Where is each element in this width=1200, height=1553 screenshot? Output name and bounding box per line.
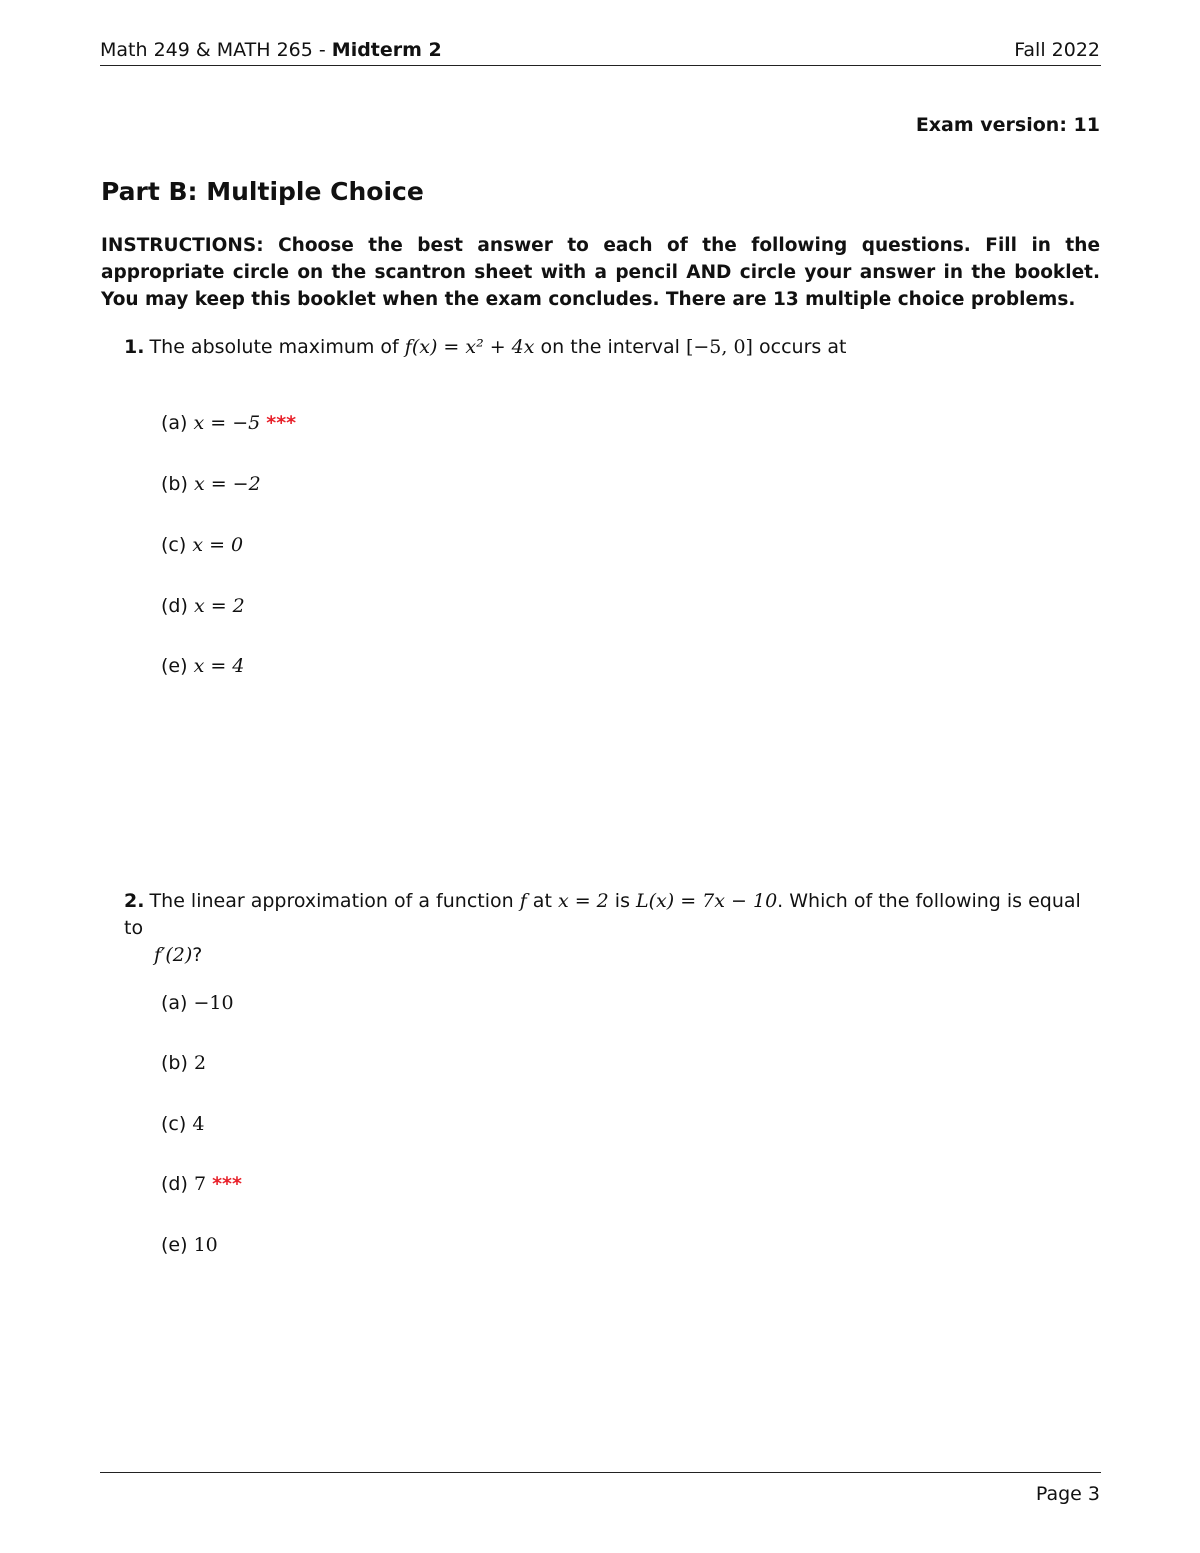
option-label: (e) [161, 655, 188, 677]
exam-version-value: 11 [1073, 114, 1100, 136]
option-label: (c) [161, 1113, 187, 1135]
option-value: 2 [193, 1052, 207, 1074]
option-label: (c) [161, 534, 187, 556]
math-expression: L(x) = 7x − 10 [636, 890, 778, 912]
math-expression: [−5, 0] [685, 336, 753, 358]
option-label: (e) [161, 1234, 188, 1256]
option-value: −10 [193, 992, 234, 1014]
option-value: x = −2 [193, 473, 261, 495]
option-q2-c[interactable] [161, 1113, 204, 1135]
question-number: 2. [124, 890, 145, 912]
math-expression: f′(2) [154, 944, 193, 966]
exam-name: Midterm 2 [331, 39, 442, 61]
option-q1-d[interactable] [161, 595, 245, 617]
option-q2-b[interactable] [161, 1052, 206, 1074]
option-q1-b[interactable] [161, 473, 261, 495]
option-q2-e[interactable] [161, 1234, 218, 1256]
option-q2-a[interactable] [161, 992, 234, 1014]
option-label: (d) [161, 595, 188, 617]
option-q1-a[interactable] [161, 412, 296, 434]
option-q1-e[interactable] [161, 655, 244, 677]
option-q1-c[interactable] [161, 534, 243, 556]
option-value: 7 [193, 1173, 207, 1195]
question-text: The absolute maximum of f(x) = x² + 4x on the interval [−5, 0] occurs at [149, 336, 847, 358]
exam-version [916, 114, 1100, 136]
exam-version-label: Exam version: [915, 114, 1067, 136]
answer-marker: *** [266, 412, 297, 434]
option-label: (d) [161, 1173, 188, 1195]
math-expression: x = 2 [557, 890, 609, 912]
option-q2-d[interactable] [161, 1173, 242, 1195]
option-value: x = 2 [193, 595, 245, 617]
question-text: The linear approximation of a function f at x = 2 is L(x) = 7x − 10. Which of the following is equal to f′(2)? [124, 890, 1081, 966]
header-course-title [100, 39, 442, 61]
option-value: x = 0 [192, 534, 244, 556]
option-label: (b) [161, 473, 188, 495]
course-name: Math 249 & MATH 265 - [100, 39, 332, 61]
option-value: 4 [192, 1113, 205, 1135]
part-title: Part B: Multiple Choice [101, 177, 424, 206]
option-value: x = −5 [193, 412, 261, 434]
option-label: (b) [161, 1052, 188, 1074]
header-term: Fall 2022 [1014, 39, 1100, 61]
option-value: 10 [193, 1234, 218, 1256]
math-expression: f [519, 890, 527, 912]
math-expression: f(x) = x² + 4x [404, 336, 535, 358]
question-2 [124, 888, 1102, 969]
header-divider [100, 65, 1101, 66]
question-1 [124, 336, 1102, 358]
option-label: (a) [161, 992, 188, 1014]
option-value: x = 4 [193, 655, 245, 677]
page-number: Page 3 [1035, 1483, 1100, 1505]
instructions: INSTRUCTIONS: Choose the best answer to each of the following questions. Fill in the appropriate circle on the scantron sheet with a pencil AND circle your answer in the booklet. You may keep this booklet when the exam concludes. There are 13 multiple choice problems. [101, 235, 1100, 310]
option-label: (a) [161, 412, 188, 434]
answer-marker: *** [212, 1173, 242, 1195]
question-number: 1. [124, 336, 145, 358]
footer-divider [100, 1472, 1101, 1473]
